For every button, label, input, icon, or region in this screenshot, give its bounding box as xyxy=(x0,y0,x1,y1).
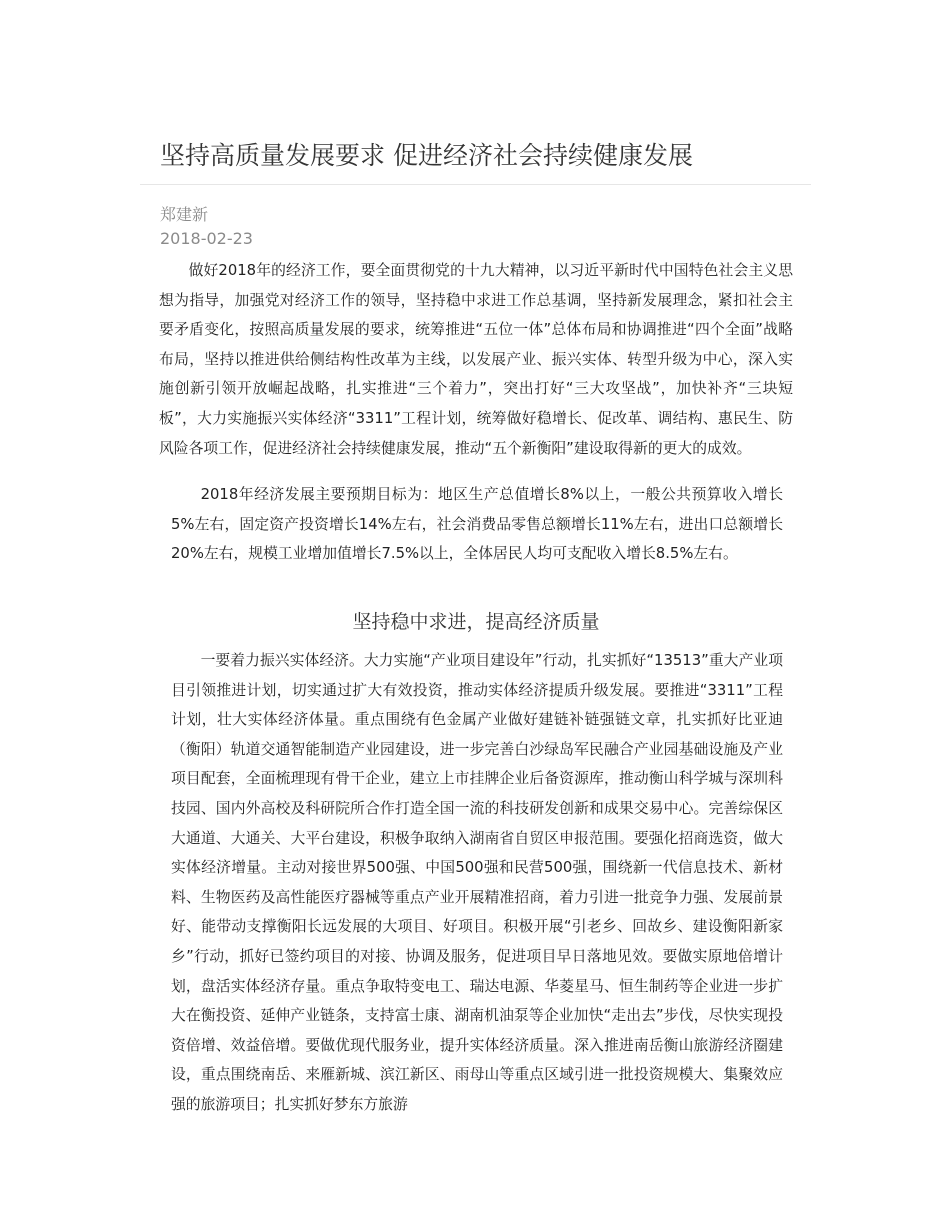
paragraph-real-economy: 一要着力振兴实体经济。大力实施“产业项目建设年”行动，扎实抓好“13513”重大产业项目引领推进计划，切实通过扩大有效投资，推动实体经济提质升级发展。要推进“3311”工程计划，壮大实体经济体量。重点围绕有色金属产业做好建链补链强链文章，扎实抓好比亚迪（衡阳）轨道交通智能制造产业园建设，进一步完善白沙绿岛军民融合产业园基础设施及产业项目配套，全面梳理现有骨干企业，建立上市挂牌企业后备资源库，推动衡山科学城与深圳科技园、国内外高校及科研院所合作打造全国一流的科技研发创新和成果交易中心。完善综保区大通道、大通关、大平台建设，积极争取纳入湖南省自贸区申报范围。要强化招商选资，做大实体经济增量。主动对接世界500强、中国500强和民营500强，围绕新一代信息技术、新材料、生物医药及高性能医疗器械等重点产业开展精准招商，着力引进一批竞争力强、发展前景好、能带动支撑衡阳长远发展的大项目、好项目。积极开展“引老乡、回故乡、建设衡阳新家乡”行动，抓好已签约项目的对接、协调及服务，促进项目早日落地见效。要做实原地倍增计划，盘活实体经济存量。重点争取特变电工、瑞达电源、华菱星马、恒生制药等企业进一步扩大在衡投资、延伸产业链条，支持富士康、湖南机油泵等企业加快“走出去”步伐，尽快实现投资倍增、效益倍增。要做优现代服务业，提升实体经济质量。深入推进南岳衡山旅游经济圈建设，重点围绕南岳、来雁新城、滨江新区、雨母山等重点区域引进一批投资规模大、集聚效应强的旅游项目；扎实抓好梦东方旅游 xyxy=(171,652,783,1113)
article-date: 2018-02-23 xyxy=(160,229,253,248)
section-heading: 坚持稳中求进，提高经济质量 xyxy=(352,611,600,633)
article-author: 郑建新 xyxy=(160,205,209,224)
paragraph-intro: 做好2018年的经济工作，要全面贯彻党的十九大精神，以习近平新时代中国特色社会主义思想为指导，加强党对经济工作的领导，坚持稳中求进工作总基调，坚持新发展理念，紧扣社会主要矛盾变化，按照高质量发展的要求，统筹推进“五位一体”总体布局和协调推进“四个全面”战略布局，坚持以推进供给侧结构性改革为主线，以发展产业、振兴实体、转型升级为中心，深入实施创新引领开放崛起战略，扎实推进“三个着力”，突出打好“三大攻坚战”，加快补齐“三块短板”，大力实施振兴实体经济“3311”工程计划，统筹做好稳增长、促改革、调结构、惠民生、防风险各项工作，促进经济社会持续健康发展，推动“五个新衡阳”建设取得新的更大的成效。 xyxy=(159,262,793,457)
paragraph-targets: 2018年经济发展主要预期目标为：地区生产总值增长8%以上，一般公共预算收入增长5%左右，固定资产投资增长14%左右，社会消费品零售总额增长11%左右，进出口总额增长20%左右，规模工业增加值增长7.5%以上，全体居民人均可支配收入增长8.5%左右。 xyxy=(171,486,783,563)
title-divider xyxy=(140,184,811,185)
article-title: 坚持高质量发展要求 促进经济社会持续健康发展 xyxy=(160,141,693,170)
